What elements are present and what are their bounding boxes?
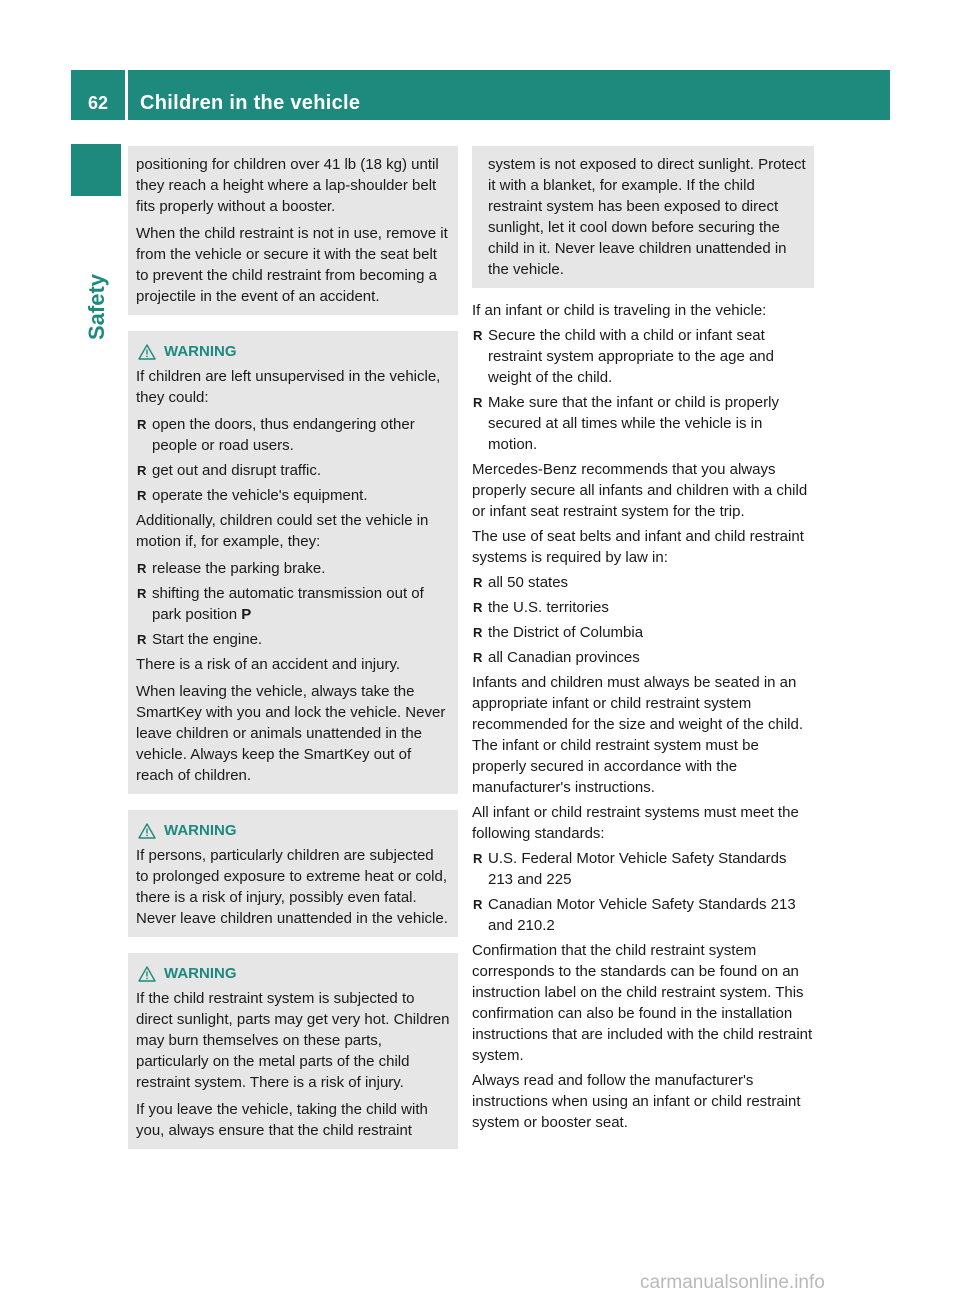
- paragraph: Mercedes-Benz recommends that you always properly secure all infants and children with a child or infant seat restraint system for the trip.: [472, 461, 808, 520]
- paragraph: Confirmation that the child restraint system corresponds to the standards can be found on an instruction label on the child restraint system. This confirmation can also be found in the installation instructions that are included with the child restraint system.: [472, 942, 813, 1064]
- warning-triangle-icon: [138, 966, 156, 982]
- warning-label: WARNING: [164, 822, 237, 839]
- list-item: R U.S. Federal Motor Vehicle Safety Standards 213 and 225: [472, 848, 814, 890]
- paragraph: positioning for children over 41 lb (18 kg) until they reach a height where a lap-shoulder belt fits properly without a booster.: [136, 156, 439, 215]
- list-item: R release the parking brake.: [136, 558, 450, 579]
- page-number: 62: [87, 93, 109, 113]
- continued-warning-box: [472, 146, 814, 288]
- paragraph: All infant or child restraint systems must meet the following standards:: [472, 804, 799, 842]
- list-item: R Canadian Motor Vehicle Safety Standards 213 and 210.2: [472, 894, 814, 936]
- paragraph: There is a risk of an accident and injury.: [136, 656, 401, 673]
- section-tab: [71, 200, 121, 340]
- gear-position-label: P: [241, 606, 252, 623]
- list-item: R get out and disrupt traffic.: [136, 460, 450, 481]
- warning-box: [128, 331, 458, 794]
- list-item: R all 50 states: [472, 572, 814, 593]
- intro-box: [128, 146, 458, 315]
- left-column: [128, 146, 458, 1165]
- section-label: Safety: [84, 273, 109, 340]
- paragraph: Always read and follow the manufacturer's instructions when using an infant or child restraint system or booster seat.: [472, 1072, 801, 1131]
- warning-triangle-icon: [138, 344, 156, 360]
- list-item-text: shifting the automatic transmission out of park position: [152, 585, 424, 623]
- chapter-title: Children in the vehicle: [140, 92, 361, 114]
- list-item: [136, 583, 450, 625]
- paragraph: Additionally, children could set the vehicle in motion if, for example, they:: [136, 512, 429, 550]
- list-item: R operate the vehicle's equipment.: [136, 485, 450, 506]
- warning-label: WARNING: [164, 343, 237, 360]
- paragraph: When the child restraint is not in use, remove it from the vehicle or secure it with the seat belt to prevent the child restraint from becoming a projectile in the event of an accident.: [136, 225, 448, 305]
- paragraph: When leaving the vehicle, always take the SmartKey with you and lock the vehicle. Never leave children or animals unattended in the vehicle. Always keep the SmartKey out of reach of children.: [136, 683, 446, 784]
- warning-box: [128, 953, 458, 1149]
- paragraph: If you leave the vehicle, taking the child with you, always ensure that the child restraint: [136, 1101, 428, 1139]
- list-item: R the District of Columbia: [472, 622, 814, 643]
- watermark: carmanualsonline.info: [640, 1272, 825, 1293]
- paragraph: If the child restraint system is subjected to direct sunlight, parts may get very hot. Children may burn themselves on these parts, particularly on the metal parts of the child restraint system. There is a risk of injury.: [136, 990, 450, 1091]
- section-marker: [71, 144, 121, 196]
- list-item: R Start the engine.: [136, 629, 450, 650]
- list-item: R Secure the child with a child or infant seat restraint system appropriate to the age and weight of the child.: [472, 325, 814, 388]
- list-item: R Make sure that the infant or child is properly secured at all times while the vehicle is in motion.: [472, 392, 814, 455]
- paragraph: If an infant or child is traveling in the vehicle:: [472, 302, 767, 319]
- warning-heading: [136, 963, 450, 984]
- list-item: R all Canadian provinces: [472, 647, 814, 668]
- warning-label: WARNING: [164, 965, 237, 982]
- warning-heading: [136, 820, 450, 841]
- paragraph: Infants and children must always be seated in an appropriate infant or child restraint system recommended for the size and weight of the child. The infant or child restraint system must be properly secured in accordance with the manufacturer's instructions.: [472, 674, 804, 796]
- warning-box: [128, 810, 458, 937]
- paragraph: If persons, particularly children are subjected to prolonged exposure to extreme heat or cold, there is a risk of injury, possibly even fatal. Never leave children unattended in the vehicle.: [136, 847, 448, 927]
- paragraph: The use of seat belts and infant and child restraint systems is required by law in:: [472, 528, 804, 566]
- paragraph: system is not exposed to direct sunlight. Protect it with a blanket, for example. If the child restraint system has been exposed to direct sunlight, let it cool down before securing the child in it. Never leave children unattended in the vehicle.: [488, 156, 806, 278]
- list-item: R open the doors, thus endangering other people or road users.: [136, 414, 450, 456]
- header-divider: [125, 70, 128, 120]
- right-column: [472, 146, 814, 1137]
- warning-heading: [136, 341, 450, 362]
- paragraph: If children are left unsupervised in the vehicle, they could:: [136, 368, 441, 406]
- warning-triangle-icon: [138, 823, 156, 839]
- list-item: R the U.S. territories: [472, 597, 814, 618]
